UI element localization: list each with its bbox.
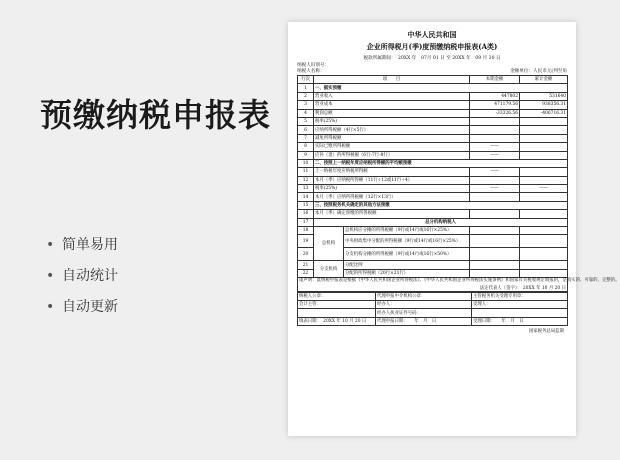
footer-supervisor: 国家税务总局监制 [528, 329, 564, 335]
section-row: 10 二、按照上一纳税年度应纳税所得额的平均额预缴 [298, 159, 568, 167]
feature-list [62, 236, 118, 329]
table-row: 12 本月（季）应纳税所得额（11行÷12或11行÷4） [298, 176, 568, 184]
handler-label: 经办人： [376, 301, 472, 309]
section-title: 三、按照税务机关确定的其他方法预缴 [314, 201, 568, 209]
tax-authority-label: 主管税务机关受理专用章： [472, 292, 568, 300]
tax-period: 税款所属期间： 20XX 年 07月 01 日 至 20XX 年 09 月 30 日 [363, 56, 501, 61]
table-row: 5 税率(25%) [298, 117, 568, 125]
doc-heading-country: 中华人民共和国 [407, 30, 457, 39]
table-row: 7 减免所得税额 [298, 134, 568, 142]
section-row: 15 三、按照税务机关确定的其他方法预缴 [298, 201, 568, 209]
receiver-label: 受理人： [472, 301, 568, 309]
table-row: 2 营业收入 447802 531640 [298, 92, 568, 100]
taxpayer-id-label: 纳税人识别号： [297, 63, 330, 68]
section-title: 总分机构纳税人 [314, 218, 568, 226]
receive-date: 受理日期： 年 月 日 [472, 317, 568, 325]
head-office-label: 总机构 [314, 227, 344, 261]
taxpayer-name-label: 纳税人名称： [297, 69, 325, 74]
table-row: 19 中央财政集中分配的所得税额（9行或14行或16行×25%） [298, 235, 568, 248]
page-title: 预缴纳税申报表 [40, 96, 272, 134]
fill-date: 填表日期： 20XX 年 10 月 20 日 [298, 317, 376, 325]
table-row: 8 实际已缴所得税额 —— [298, 143, 568, 151]
table-row: 3 营业成本 471179.56 938356.31 [298, 101, 568, 109]
branch-label: 分支机构 [314, 261, 344, 278]
table-row: 16 本月（季）确定预缴的所得税额 [298, 210, 568, 218]
section-title: 二、按照上一纳税年度应纳税所得额的平均额预缴 [314, 159, 568, 167]
feature-item: • 自动更新 [62, 298, 118, 329]
feature-item: • 自动统计 [62, 267, 118, 298]
table-row: 22 分配的所得税额（20行×21行） [298, 269, 568, 277]
currency-unit-label: 金额单位：人民币元(列至角 [510, 69, 567, 74]
table-row: 6 应纳所得税额（4行×5行） [298, 126, 568, 134]
legal-rep-label: 法定代表人（签字）： [479, 286, 522, 292]
section-title: 一、据实预缴 [314, 84, 568, 92]
tax-table [297, 75, 620, 292]
table-row: 21 分支机构 分配比例 [298, 261, 568, 269]
agent-seal-label: 代理申报中介机构公章： [376, 292, 472, 300]
declaration-text: 谨声明：此纳税申报表是根据《中华人民共和国企业所得税法》、《中华人民共和国企业所得税法实施条例》和国家有关税收规定填报的，是真实的、可靠的、完整的。 法定代表人（签字）： 20XX 年 10 月 20 日 [299, 278, 620, 292]
taxpayer-seal-label: 纳税人公章： [298, 292, 376, 300]
table-row: 4 利润总额 -33326.56 -406716.31 [298, 109, 568, 117]
tax-form-document [288, 22, 620, 436]
table-row: 14 本月（季）应纳所得税额（12行×13行） [298, 193, 568, 201]
table-row: 18 总机构 总机构应分摊的所得税额（9行或14行或16行×25%） [298, 227, 568, 235]
section-row: 1 一、据实预缴 [298, 84, 568, 92]
feature-item: • 简单易用 [62, 236, 118, 267]
header-current: 本期金额 [470, 76, 520, 84]
table-header-row [298, 76, 568, 84]
signature-table [297, 292, 568, 327]
header-cumulative: 累计金额 [520, 76, 568, 84]
agent-date: 代理申报日期： 年 月 日 [376, 317, 472, 325]
doc-heading-title: 企业所得税月(季)度预缴纳税申报表(A类) [366, 42, 498, 51]
table-row: 9 应补（退）的所得税额（6行-7行-8行） —— [298, 151, 568, 159]
declaration-row [298, 278, 568, 292]
handler-cert-label: 经办人执业证件号码： [376, 309, 472, 317]
legal-rep-date: 20XX 年 10 月 20 日 [522, 286, 567, 292]
header-item: 项 目 [314, 76, 470, 84]
header-row-no: 行次 [298, 76, 314, 84]
table-row: 11 上一纳税年度应纳税所得额 —— [298, 168, 568, 176]
table-row: 20 分支机构分摊的所得税额（9行或14行或16行×50%） [298, 248, 568, 261]
accountant-label: 会计主管： [298, 301, 376, 309]
table-row: 13 税率(25%) —— —— [298, 185, 568, 193]
section-row: 17 总分机构纳税人 [298, 218, 568, 226]
